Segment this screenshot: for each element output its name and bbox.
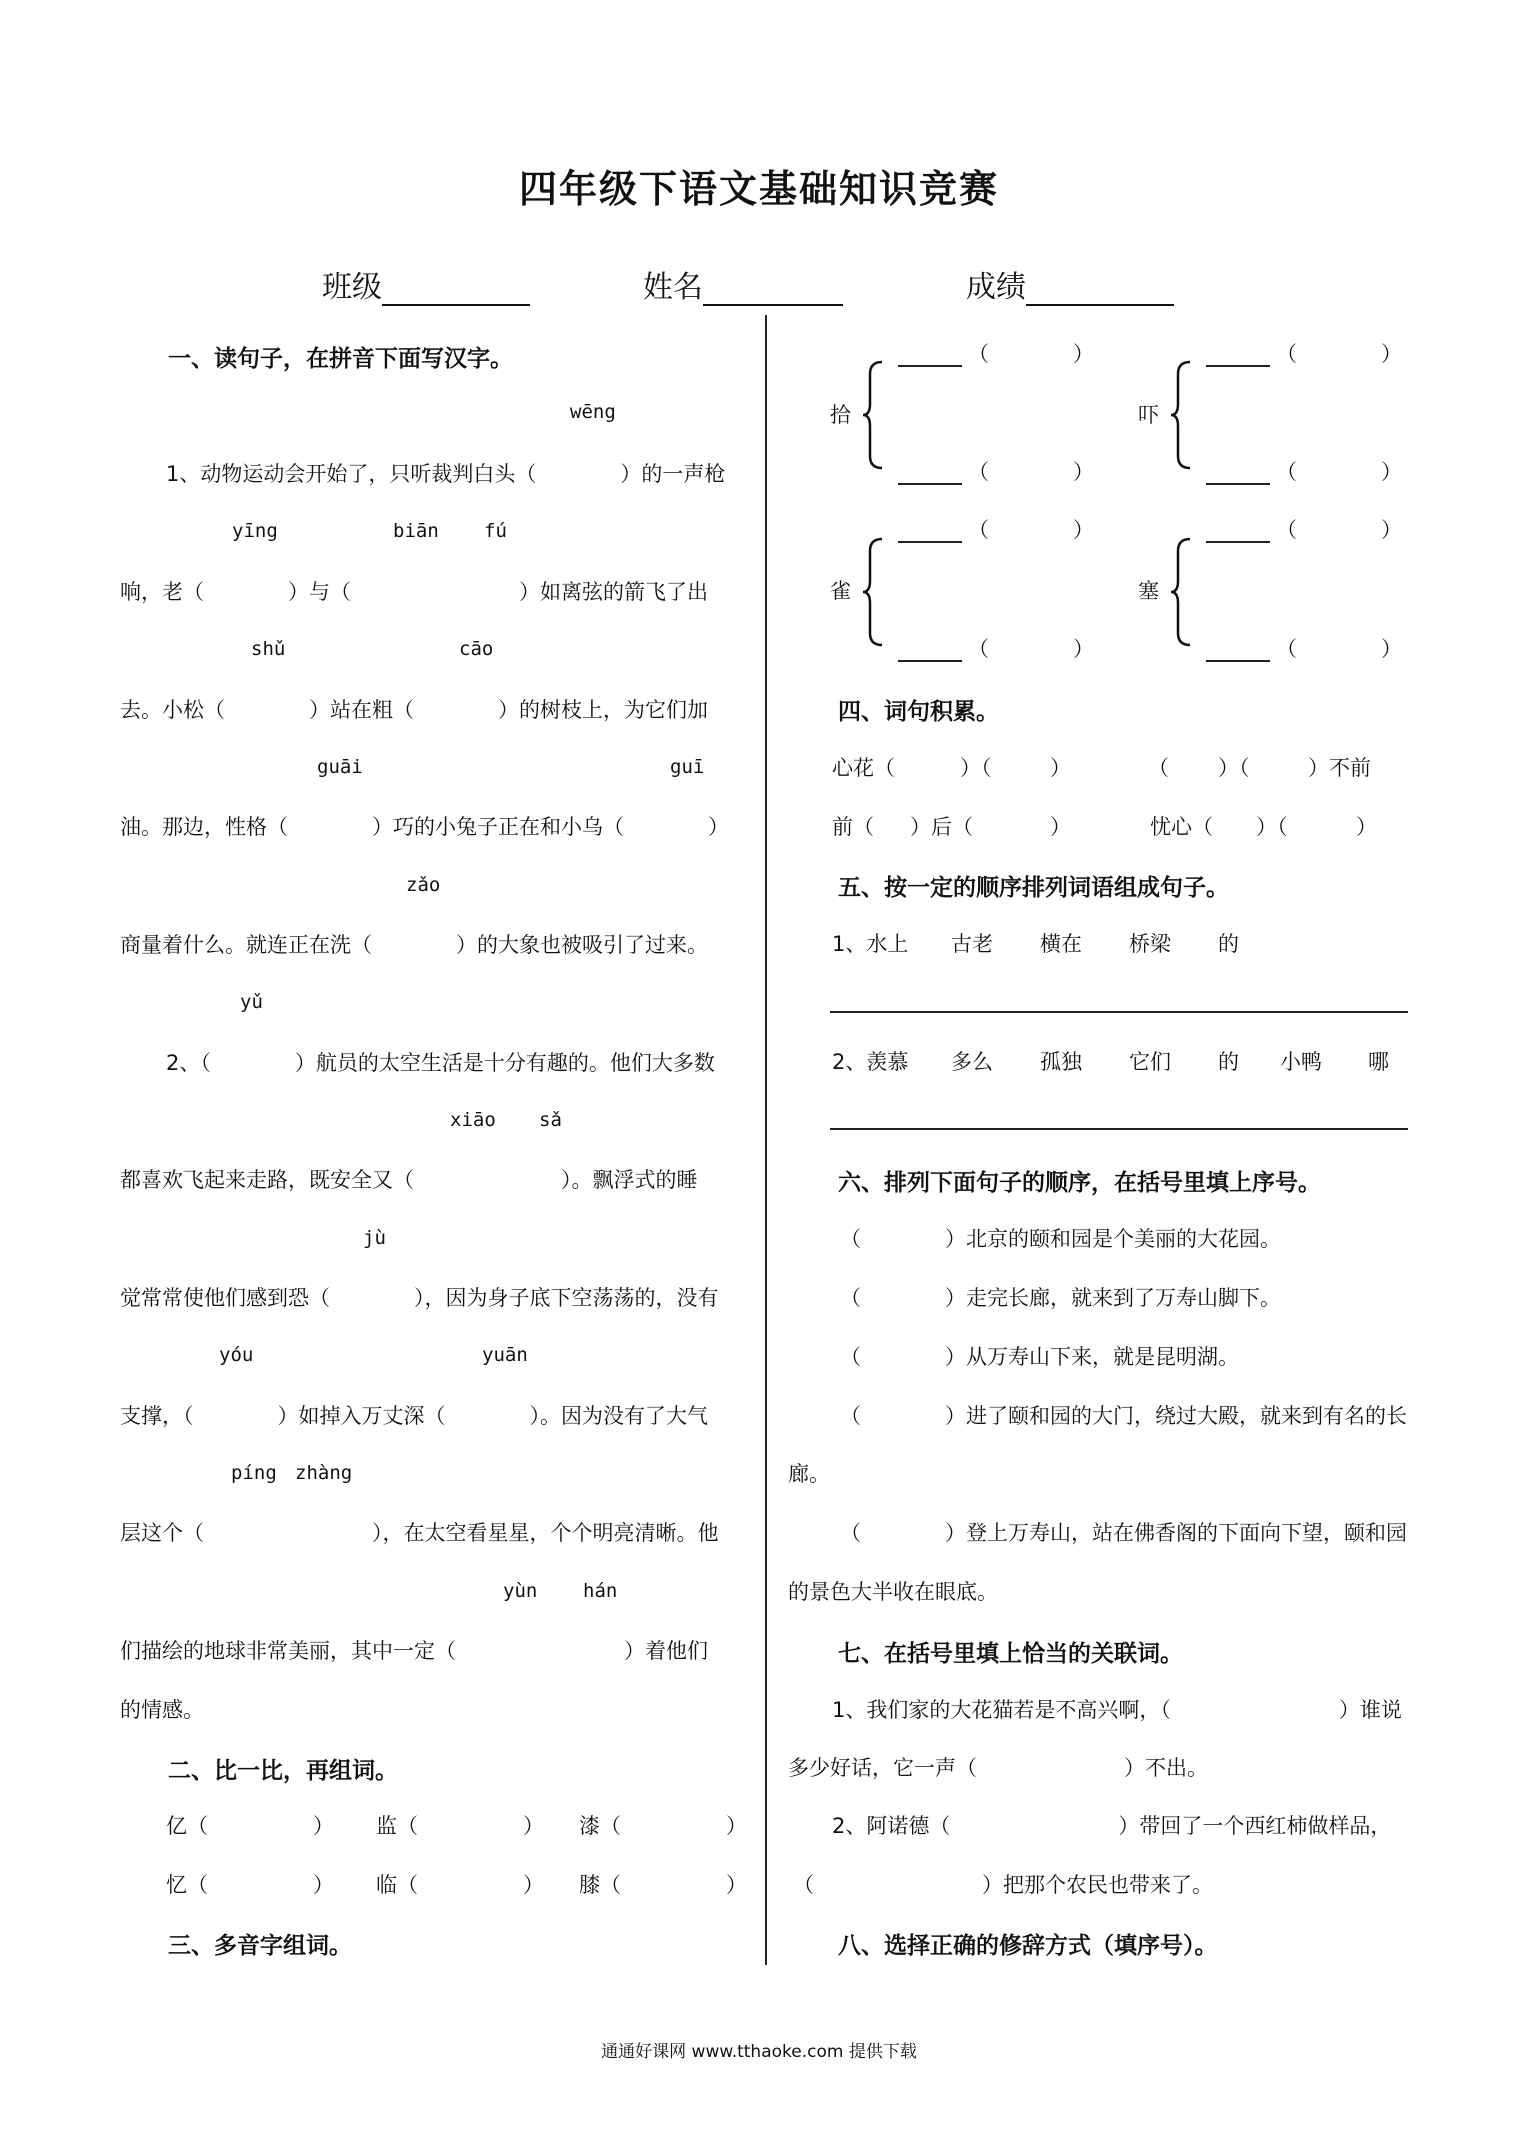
score-blank[interactable] xyxy=(1026,272,1174,306)
conjunction-line: 2、阿诺德（ ）带回了一个西红柿做样品， xyxy=(832,1814,1392,1838)
sentence-line: 的情感。 xyxy=(120,1698,204,1722)
word-item: 的 xyxy=(1218,932,1239,956)
section-6-heading: 六、排列下面句子的顺序，在括号里填上序号。 xyxy=(838,1170,1321,1196)
pinyin: yuān xyxy=(482,1344,528,1366)
pinyin: xiāo xyxy=(450,1109,496,1131)
pinyin: yīng xyxy=(232,520,278,542)
idiom-part: 忧心（ xyxy=(1150,815,1213,839)
word-paren[interactable]: （ ） xyxy=(1276,460,1402,484)
sentence-line: 1、动物运动会开始了，只听裁判白头（ ）的一声枪 xyxy=(166,462,726,486)
class-blank[interactable] xyxy=(382,272,530,306)
answer-line[interactable] xyxy=(830,1011,1408,1013)
compare-item: ） xyxy=(523,1873,544,1897)
column-divider xyxy=(765,315,767,1965)
idiom-part: ）（ xyxy=(1256,815,1288,839)
word-paren[interactable]: （ ） xyxy=(1276,342,1402,366)
pinyin: zǎo xyxy=(406,874,441,896)
reading-blank[interactable] xyxy=(898,365,962,367)
word-item: 1、水上 xyxy=(832,932,909,956)
class-field[interactable] xyxy=(322,262,530,306)
pinyin: cāo xyxy=(459,638,494,660)
word-item: 多么 xyxy=(951,1050,993,1074)
word-paren[interactable]: （ ） xyxy=(1276,518,1402,542)
sentence-line: 2、（ ）航员的太空生活是十分有趣的。他们大多数 xyxy=(166,1051,715,1075)
pinyin: yùn xyxy=(503,1580,538,1602)
word-paren[interactable]: （ ） xyxy=(968,460,1094,484)
idiom-part: （ xyxy=(1148,756,1169,780)
word-item: 2、羡慕 xyxy=(832,1050,909,1074)
pinyin: zhàng xyxy=(295,1462,353,1484)
section-1-heading: 一、读句子，在拼音下面写汉字。 xyxy=(168,346,513,372)
compare-item: 亿（ xyxy=(166,1814,208,1838)
order-item: （ ）北京的颐和园是个美丽的大花园。 xyxy=(840,1227,1281,1251)
conjunction-line: 1、我们家的大花猫若是不高兴啊，（ ）谁说 xyxy=(832,1698,1402,1722)
section-7-heading: 七、在括号里填上恰当的关联词。 xyxy=(838,1641,1183,1667)
answer-line[interactable] xyxy=(830,1128,1408,1130)
order-item: （ ）进了颐和园的大门，绕过大殿，就来到有名的长 xyxy=(840,1404,1407,1428)
sentence-line: 商量着什么。就连正在洗（ ）的大象也被吸引了过来。 xyxy=(120,933,708,957)
idiom-part: ）（ xyxy=(1218,756,1250,780)
order-item: （ ）登上万寿山，站在佛香阁的下面向下望，颐和园 xyxy=(840,1521,1407,1545)
word-item: 古老 xyxy=(951,932,993,956)
name-field[interactable] xyxy=(643,262,843,306)
word-item: 孤独 xyxy=(1040,1050,1082,1074)
word-paren[interactable]: （ ） xyxy=(1276,637,1402,661)
idiom-part: ）（ xyxy=(960,756,992,780)
sentence-line: 响，老（ ）与（ ）如离弦的箭飞了出 xyxy=(120,580,708,604)
idiom-part: 心花（ xyxy=(832,756,895,780)
sentence-line: 们描绘的地球非常美丽，其中一定（ ）着他们 xyxy=(120,1639,708,1663)
word-item: 哪 xyxy=(1368,1050,1389,1074)
section-5-heading: 五、按一定的顺序排列词语组成句子。 xyxy=(838,875,1229,901)
word-item: 小鸭 xyxy=(1280,1050,1322,1074)
sentence-line: 油。那边，性格（ ）巧的小兔子正在和小乌（ ） xyxy=(120,815,729,839)
word-item: 它们 xyxy=(1129,1050,1171,1074)
pinyin: píng xyxy=(231,1462,277,1484)
brace-icon xyxy=(862,537,884,647)
compare-item: 膝（ xyxy=(579,1873,621,1897)
compare-item: ） xyxy=(726,1814,747,1838)
sentence-line: 都喜欢飞起来走路，既安全又（ ）。飘浮式的睡 xyxy=(120,1168,698,1192)
pinyin: wēng xyxy=(570,401,616,423)
word-item: 桥梁 xyxy=(1129,932,1171,956)
reading-blank[interactable] xyxy=(1206,483,1270,485)
reading-blank[interactable] xyxy=(1206,541,1270,543)
pinyin: hán xyxy=(583,1580,618,1602)
pinyin: fú xyxy=(484,520,507,542)
section-2-heading: 二、比一比，再组词。 xyxy=(168,1758,398,1784)
compare-item: ） xyxy=(726,1873,747,1897)
score-field[interactable] xyxy=(966,262,1174,306)
duoyin-char: 拾 xyxy=(830,403,851,427)
pinyin: guī xyxy=(670,756,705,778)
pinyin: yóu xyxy=(219,1344,254,1366)
footer-credit: 通通好课网 www.tthaoke.com 提供下载 xyxy=(601,2042,917,2062)
page-title: 四年级下语文基础知识竞赛 xyxy=(518,167,999,211)
class-label: 班级 xyxy=(322,270,382,305)
reading-blank[interactable] xyxy=(1206,660,1270,662)
duoyin-char: 雀 xyxy=(830,579,851,603)
order-item: （ ）走完长廊，就来到了万寿山脚下。 xyxy=(840,1286,1281,1310)
compare-item: 监（ xyxy=(376,1814,418,1838)
idiom-part: ）不前 xyxy=(1308,756,1371,780)
idiom-part: ）后（ xyxy=(910,815,973,839)
pinyin: biān xyxy=(393,520,439,542)
idiom-part: ） xyxy=(1356,815,1377,839)
compare-item: ） xyxy=(313,1814,334,1838)
reading-blank[interactable] xyxy=(1206,365,1270,367)
pinyin: yǔ xyxy=(240,991,263,1013)
word-item: 横在 xyxy=(1040,932,1082,956)
order-item: 廊。 xyxy=(788,1462,830,1486)
section-8-heading: 八、选择正确的修辞方式（填序号）。 xyxy=(838,1933,1218,1959)
word-paren[interactable]: （ ） xyxy=(968,342,1094,366)
sentence-line: 去。小松（ ）站在粗（ ）的树枝上，为它们加 xyxy=(120,698,708,722)
pinyin: sǎ xyxy=(539,1109,562,1131)
conjunction-line: 多少好话，它一声（ ）不出。 xyxy=(788,1756,1208,1780)
word-paren[interactable]: （ ） xyxy=(968,637,1094,661)
pinyin: shǔ xyxy=(251,638,286,660)
name-label: 姓名 xyxy=(643,270,703,305)
word-paren[interactable]: （ ） xyxy=(968,518,1094,542)
reading-blank[interactable] xyxy=(898,541,962,543)
word-item: 的 xyxy=(1218,1050,1239,1074)
compare-item: ） xyxy=(313,1873,334,1897)
conjunction-line: （ ）把那个农民也带来了。 xyxy=(793,1873,1213,1897)
brace-icon xyxy=(1170,360,1192,470)
compare-item: ） xyxy=(523,1814,544,1838)
compare-item: 临（ xyxy=(376,1873,418,1897)
sentence-line: 觉常常使他们感到恐（ ），因为身子底下空荡荡的，没有 xyxy=(120,1286,719,1310)
pinyin: jù xyxy=(363,1227,386,1249)
compare-item: 漆（ xyxy=(579,1814,621,1838)
sentence-line: 层这个（ ），在太空看星星，个个明亮清晰。他 xyxy=(120,1521,719,1545)
order-item: 的景色大半收在眼底。 xyxy=(788,1580,998,1604)
brace-icon xyxy=(1170,537,1192,647)
pinyin: guāi xyxy=(317,756,363,778)
section-3-heading: 三、多音字组词。 xyxy=(168,1933,352,1959)
order-item: （ ）从万寿山下来，就是昆明湖。 xyxy=(840,1345,1239,1369)
duoyin-char: 塞 xyxy=(1138,579,1159,603)
reading-blank[interactable] xyxy=(898,483,962,485)
idiom-part: ） xyxy=(1050,756,1071,780)
idiom-part: ） xyxy=(1050,815,1071,839)
name-blank[interactable] xyxy=(703,272,843,306)
section-4-heading: 四、词句积累。 xyxy=(838,699,999,725)
sentence-line: 支撑，（ ）如掉入万丈深（ ）。因为没有了大气 xyxy=(120,1404,708,1428)
compare-item: 忆（ xyxy=(166,1873,208,1897)
reading-blank[interactable] xyxy=(898,660,962,662)
score-label: 成绩 xyxy=(966,270,1026,305)
idiom-part: 前（ xyxy=(832,815,874,839)
brace-icon xyxy=(862,360,884,470)
duoyin-char: 吓 xyxy=(1138,403,1159,427)
